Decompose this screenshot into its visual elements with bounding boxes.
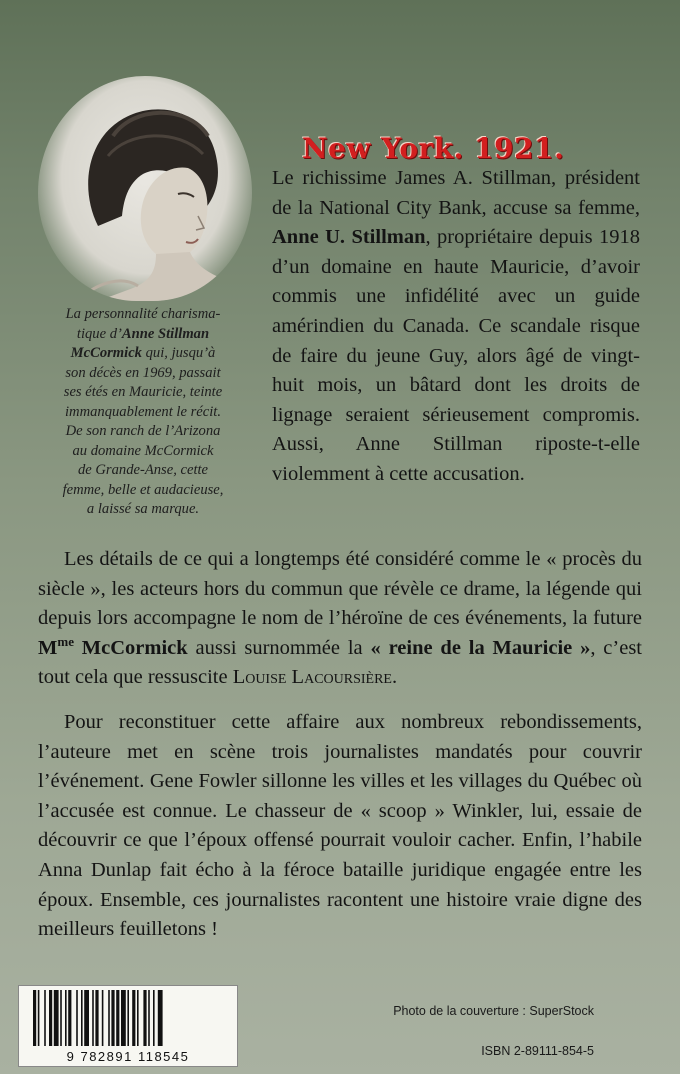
third-paragraph: Pour reconstituer cette affaire aux nombreux rebondissements, l’auteure met en scène trois journalistes mandatés pour couvrir l’événement. Gene Fowler sillonne les villes et les villages du Québec où l’accusée est connue. Le chasseur de « scoop » Winkler, lui, essaie de découvrir ce que l’époux offensé pourrait vouloir cacher. Enfin, l’habile Anna Dunlap fait écho à la féroce bataille juridique engagée entre les époux. Ensemble, ces journalistes racontent une histoire vraie digne des meilleurs feuilletons ! bbox=[38, 711, 642, 941]
headline: New York. 1921. bbox=[302, 132, 565, 165]
portrait-caption: La personnalité charisma- tique d’Anne Stillman McCormick qui, jusqu’à son décès en 1969, passait ses étés en Mauricie, teinte immanquablement le récit. De son ranch de l’Arizona au domaine McCormick de Grande-Anse, cette femme, belle et audacieuse, a laissé sa marque. bbox=[62, 306, 224, 517]
caption-surname: McCormick bbox=[70, 345, 142, 361]
caption-name: Anne Stillman bbox=[121, 325, 210, 342]
portrait-photo bbox=[38, 76, 252, 301]
photo-credit: Photo de la couverture : SuperStock bbox=[393, 1004, 594, 1018]
barcode-number: 9 782891 118545 bbox=[66, 1049, 190, 1064]
barcode bbox=[18, 985, 238, 1067]
intro-paragraph: Le richissime James A. Stillman, président de la National City Bank, accuse sa femme, Anne U. Stillman, propriétaire depuis 1918 d’un domaine en haute Mauricie, d’avoir commis une infidélité avec un guide amérindien du Canada. Ce scandale risque de faire du jeune Guy, alors âgé de vingt-huit mois, un bâtard dont les droits de lignage seraient sérieusement compromis. Aussi, Anne Stillman riposte-t-elle violemment à cette accusation. bbox=[272, 167, 640, 485]
isbn: ISBN 2-89111-854-5 bbox=[481, 1044, 594, 1058]
second-paragraph: Les détails de ce qui a longtemps été considéré comme le « procès du siècle », les acteurs hors du commun que révèle ce drame, la légende qui depuis lors accompagne le nom de l’héroïne de ces événements, la future $M^{me}$ McCormick aussi surnommée la « reine de la Mauricie », c’est tout cela que ressuscite Louise Lacoursière. bbox=[38, 548, 643, 689]
mme-mccormick: $M^{me}$ McCormick bbox=[38, 633, 188, 659]
barcode-bars bbox=[31, 990, 225, 1046]
portrait-illustration bbox=[38, 76, 252, 301]
author-name: Louise Lacoursière bbox=[232, 666, 392, 689]
intro-bold-name: Anne U. Stillman bbox=[272, 226, 426, 249]
reine-de-la-mauricie: « reine de la Mauricie » bbox=[370, 636, 591, 659]
